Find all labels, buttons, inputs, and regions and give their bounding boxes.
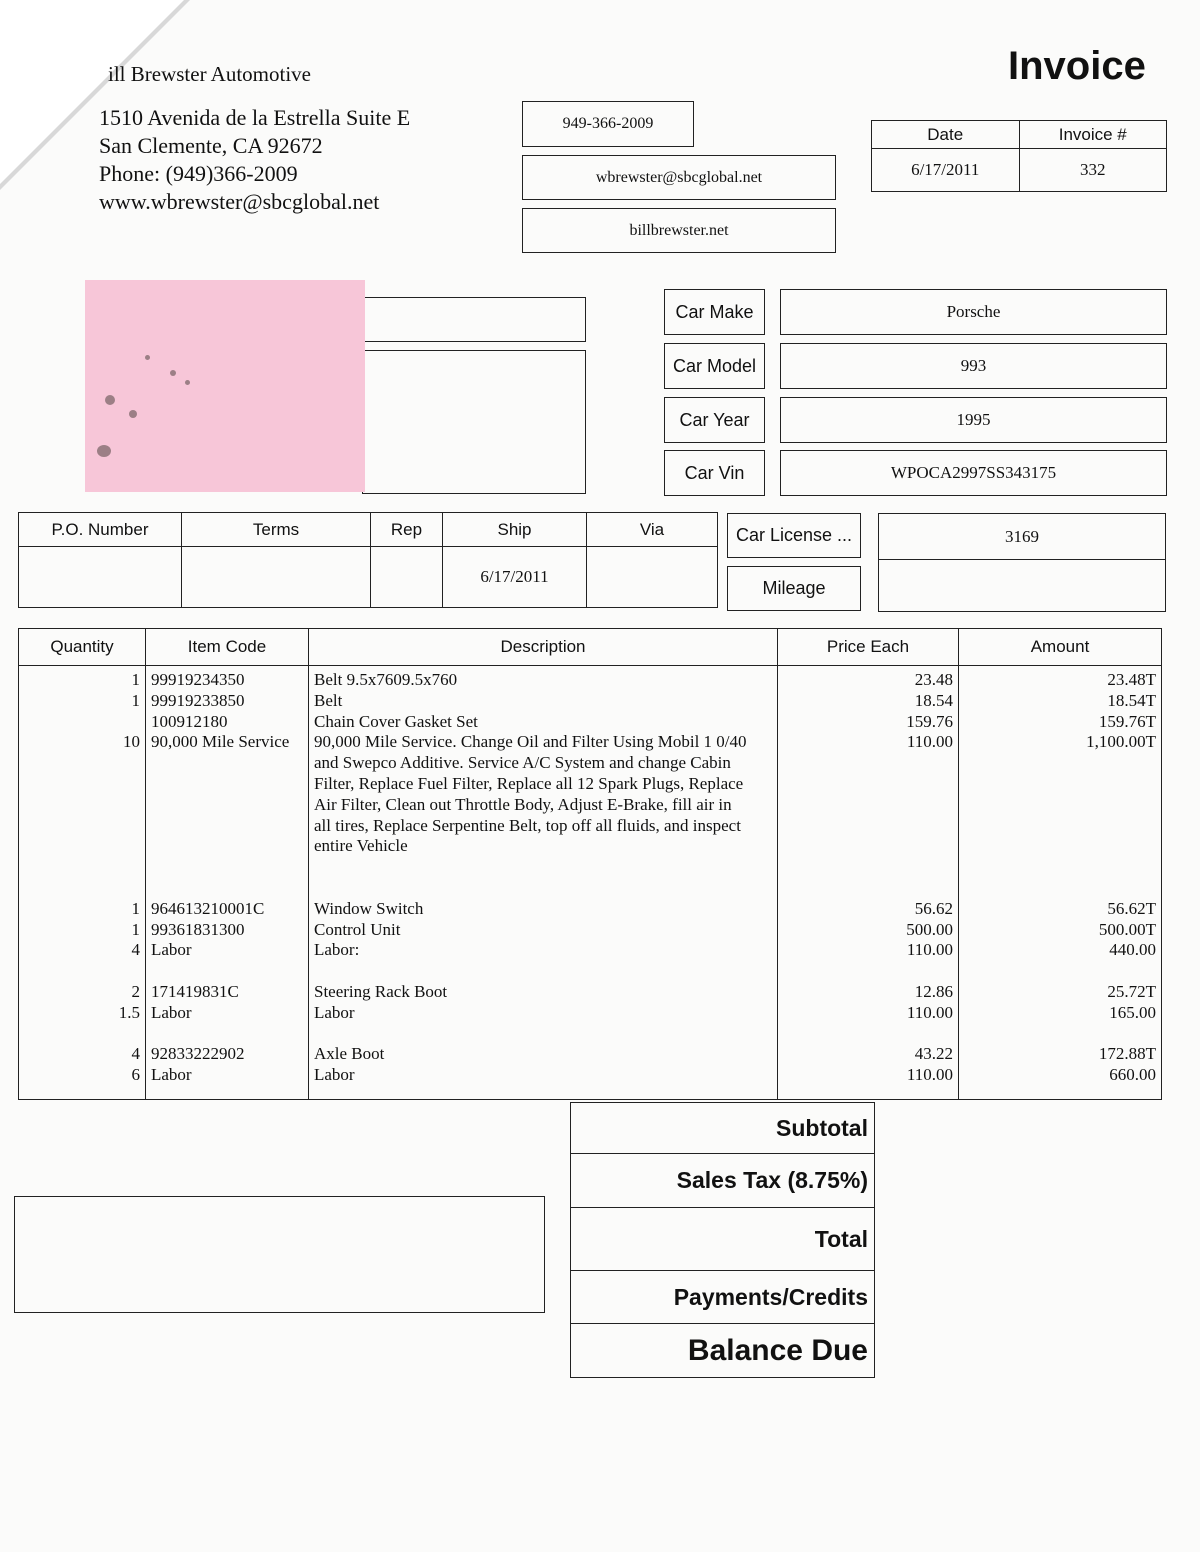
car-year-value: 1995 bbox=[780, 397, 1167, 443]
email-box: wbrewster@sbcglobal.net bbox=[522, 155, 836, 200]
quantity-cell: 10 bbox=[123, 732, 140, 752]
quantity-cell bbox=[24, 836, 140, 857]
item-code-cell bbox=[151, 753, 303, 774]
car-make-label: Car Make bbox=[664, 289, 765, 335]
quantity-cell bbox=[24, 795, 140, 816]
order-info-table bbox=[18, 512, 718, 608]
item-code-header: Item Code bbox=[146, 629, 309, 666]
description-header: Description bbox=[309, 629, 778, 666]
quantity-column bbox=[19, 666, 146, 1100]
quantity-cell: 1 bbox=[131, 670, 140, 689]
balance-due-label: Balance Due bbox=[687, 1333, 868, 1367]
price-each-cell: 56.62 bbox=[914, 898, 953, 918]
stain-mark bbox=[105, 395, 115, 405]
po-number-header: P.O. Number bbox=[19, 513, 182, 547]
quantity-cell bbox=[24, 1024, 140, 1045]
terms-header: Terms bbox=[182, 513, 371, 547]
price-each-cell bbox=[783, 816, 953, 837]
price-each-cell: 110.00 bbox=[906, 940, 953, 960]
description-line bbox=[314, 878, 772, 899]
quantity-cell: 1 bbox=[131, 919, 140, 939]
item-code-cell: 99361831300 bbox=[151, 919, 245, 939]
amount-cell: 500.00T bbox=[1098, 919, 1156, 939]
amount-cell bbox=[964, 878, 1156, 899]
address-line: 1510 Avenida de la Estrella Suite E bbox=[99, 105, 411, 130]
amount-cell: 1,100.00T bbox=[1086, 732, 1156, 752]
balance-due-row bbox=[570, 1323, 875, 1378]
quantity-cell: 1.5 bbox=[118, 1002, 140, 1022]
amount-cell bbox=[964, 753, 1156, 774]
price-each-cell: 110.00 bbox=[906, 1065, 953, 1085]
item-code-cell bbox=[151, 878, 303, 899]
price-each-cell bbox=[783, 795, 953, 816]
car-year-label: Car Year bbox=[664, 397, 765, 443]
price-each-cell bbox=[783, 1024, 953, 1045]
quantity-cell bbox=[24, 961, 140, 982]
amount-cell bbox=[964, 961, 1156, 982]
amount-cell: 25.72T bbox=[1107, 981, 1156, 1001]
amount-cell: 56.62T bbox=[1107, 898, 1156, 918]
sales-tax-row bbox=[570, 1153, 875, 1208]
description-line: all tires, Replace Serpentine Belt, top off all fluids, and inspect bbox=[314, 815, 741, 835]
item-code-cell: Labor bbox=[151, 940, 192, 960]
description-line: Labor bbox=[314, 1065, 355, 1085]
item-code-cell bbox=[151, 836, 303, 857]
item-code-cell bbox=[151, 774, 303, 795]
amount-cell bbox=[964, 857, 1156, 878]
stain-mark bbox=[170, 370, 176, 376]
quantity-header: Quantity bbox=[19, 629, 146, 666]
company-address bbox=[99, 104, 410, 216]
description-line bbox=[314, 857, 772, 878]
description-line: and Swepco Additive. Service A/C System and change Cabin bbox=[314, 753, 731, 773]
amount-cell bbox=[964, 816, 1156, 837]
amount-cell bbox=[964, 1024, 1156, 1045]
item-code-cell: 90,000 Mile Service bbox=[151, 732, 290, 752]
price-each-cell: 12.86 bbox=[914, 981, 953, 1001]
price-each-cell: 110.00 bbox=[906, 1002, 953, 1022]
description-line: entire Vehicle bbox=[314, 836, 408, 856]
customer-message-box bbox=[14, 1196, 545, 1313]
price-each-cell bbox=[783, 774, 953, 795]
amount-cell: 172.88T bbox=[1098, 1044, 1156, 1064]
car-model-label: Car Model bbox=[664, 343, 765, 389]
quantity-cell: 6 bbox=[131, 1065, 140, 1085]
price-each-header: Price Each bbox=[778, 629, 959, 666]
price-each-cell bbox=[783, 836, 953, 857]
description-line: Axle Boot bbox=[314, 1044, 385, 1064]
quantity-cell: 4 bbox=[131, 1044, 140, 1064]
invoice-number: 332 bbox=[1019, 149, 1167, 192]
description-line: Filter, Replace Fuel Filter, Replace all 12 Spark Plugs, Replace bbox=[314, 773, 744, 793]
description-line: Belt bbox=[314, 690, 343, 710]
description-line: 90,000 Mile Service. Change Oil and Filter Using Mobil 1 0/40 bbox=[314, 732, 747, 752]
description-line: Air Filter, Clean out Throttle Body, Adjust E-Brake, fill air in bbox=[314, 794, 732, 814]
quantity-cell: 2 bbox=[131, 981, 140, 1001]
description-line: Belt 9.5x7609.5x760 bbox=[314, 670, 458, 689]
address-line: Phone: (949)366-2009 bbox=[99, 161, 298, 186]
price-each-cell bbox=[783, 878, 953, 899]
website-box: billbrewster.net bbox=[522, 208, 836, 253]
total-row bbox=[570, 1207, 875, 1271]
terms-value bbox=[182, 547, 371, 608]
price-each-cell: 110.00 bbox=[906, 732, 953, 752]
item-code-cell: 964613210001C bbox=[151, 898, 265, 918]
price-each-cell bbox=[783, 961, 953, 982]
price-each-cell bbox=[783, 753, 953, 774]
quantity-cell bbox=[24, 753, 140, 774]
price-each-cell bbox=[783, 857, 953, 878]
item-code-cell: Labor bbox=[151, 1065, 192, 1085]
rep-value bbox=[371, 547, 443, 608]
invoice-meta-table bbox=[871, 120, 1167, 192]
quantity-cell: 1 bbox=[131, 690, 140, 710]
phone-box: 949-366-2009 bbox=[522, 101, 694, 147]
description-line: Chain Cover Gasket Set bbox=[314, 711, 478, 731]
price-each-cell: 500.00 bbox=[906, 919, 953, 939]
po-number-value bbox=[19, 547, 182, 608]
ship-date-value: 6/17/2011 bbox=[443, 547, 587, 608]
customer-name-box bbox=[362, 297, 586, 342]
car-license-label: Car License ... bbox=[727, 513, 861, 558]
description-line bbox=[314, 961, 772, 982]
subtotal-label: Subtotal bbox=[776, 1114, 868, 1141]
amount-column bbox=[959, 666, 1162, 1100]
quantity-cell bbox=[24, 712, 140, 733]
amount-cell: 159.76T bbox=[1098, 711, 1156, 731]
description-line: Window Switch bbox=[314, 898, 424, 918]
price-each-cell: 43.22 bbox=[914, 1044, 953, 1064]
description-line bbox=[314, 1024, 772, 1045]
car-make-value: Porsche bbox=[780, 289, 1167, 335]
item-code-cell: 100912180 bbox=[151, 711, 228, 731]
price-each-cell: 23.48 bbox=[914, 670, 953, 689]
amount-cell bbox=[964, 774, 1156, 795]
invoice-number-label: Invoice # bbox=[1019, 121, 1167, 149]
description-line: Labor: bbox=[314, 940, 360, 960]
subtotal-row bbox=[570, 1102, 875, 1154]
quantity-cell bbox=[24, 774, 140, 795]
via-value bbox=[587, 547, 718, 608]
invoice-date: 6/17/2011 bbox=[872, 149, 1020, 192]
car-model-value: 993 bbox=[780, 343, 1167, 389]
quantity-cell: 1 bbox=[131, 898, 140, 918]
line-items-table bbox=[18, 628, 1162, 1100]
item-code-cell bbox=[151, 816, 303, 837]
description-line: Steering Rack Boot bbox=[314, 981, 448, 1001]
description-column bbox=[309, 666, 778, 1100]
car-license-value: 3169 bbox=[879, 514, 1165, 560]
payments-credits-label: Payments/Credits bbox=[673, 1283, 868, 1310]
stain-mark bbox=[145, 355, 150, 360]
amount-cell: 660.00 bbox=[1109, 1065, 1156, 1085]
amount-cell: 23.48T bbox=[1107, 670, 1156, 689]
total-label: Total bbox=[814, 1225, 868, 1252]
page-title: Invoice bbox=[1008, 44, 1146, 88]
via-header: Via bbox=[587, 513, 718, 547]
company-name: ill Brewster Automotive bbox=[108, 62, 311, 86]
amount-cell bbox=[964, 795, 1156, 816]
mileage-value bbox=[879, 560, 1165, 610]
item-code-column bbox=[146, 666, 309, 1100]
amount-cell: 18.54T bbox=[1107, 690, 1156, 710]
quantity-cell bbox=[24, 878, 140, 899]
ship-header: Ship bbox=[443, 513, 587, 547]
item-code-cell bbox=[151, 1024, 303, 1045]
car-vin-label: Car Vin bbox=[664, 450, 765, 496]
item-code-cell bbox=[151, 857, 303, 878]
stain-mark bbox=[129, 410, 137, 418]
sales-tax-label: Sales Tax (8.75%) bbox=[676, 1167, 868, 1193]
item-code-cell: 99919234350 bbox=[151, 670, 245, 689]
customer-address-box bbox=[362, 350, 586, 494]
license-mileage-values bbox=[878, 513, 1166, 612]
quantity-cell bbox=[24, 816, 140, 837]
address-line: San Clemente, CA 92672 bbox=[99, 133, 323, 158]
item-code-cell: 99919233850 bbox=[151, 690, 245, 710]
item-code-cell: 92833222902 bbox=[151, 1044, 245, 1064]
amount-header: Amount bbox=[959, 629, 1162, 666]
description-line: Labor bbox=[314, 1002, 355, 1022]
amount-cell: 165.00 bbox=[1109, 1002, 1156, 1022]
amount-cell bbox=[964, 836, 1156, 857]
quantity-cell bbox=[24, 857, 140, 878]
quantity-cell: 4 bbox=[131, 940, 140, 960]
stain-mark bbox=[185, 380, 190, 385]
car-vin-value: WPOCA2997SS343175 bbox=[780, 450, 1167, 496]
price-each-column bbox=[778, 666, 959, 1100]
item-code-cell: Labor bbox=[151, 1002, 192, 1022]
item-code-cell bbox=[151, 961, 303, 982]
amount-cell: 440.00 bbox=[1109, 940, 1156, 960]
price-each-cell: 159.76 bbox=[906, 711, 953, 731]
price-each-cell: 18.54 bbox=[914, 690, 953, 710]
payments-credits-row bbox=[570, 1270, 875, 1324]
address-line: www.wbrewster@sbcglobal.net bbox=[99, 189, 380, 214]
item-code-cell: 171419831C bbox=[151, 981, 239, 1001]
stain-mark bbox=[97, 445, 111, 457]
date-label: Date bbox=[872, 121, 1020, 149]
item-code-cell bbox=[151, 795, 303, 816]
redaction-sticker bbox=[85, 280, 365, 492]
description-line: Control Unit bbox=[314, 919, 401, 939]
rep-header: Rep bbox=[371, 513, 443, 547]
mileage-label: Mileage bbox=[727, 566, 861, 611]
